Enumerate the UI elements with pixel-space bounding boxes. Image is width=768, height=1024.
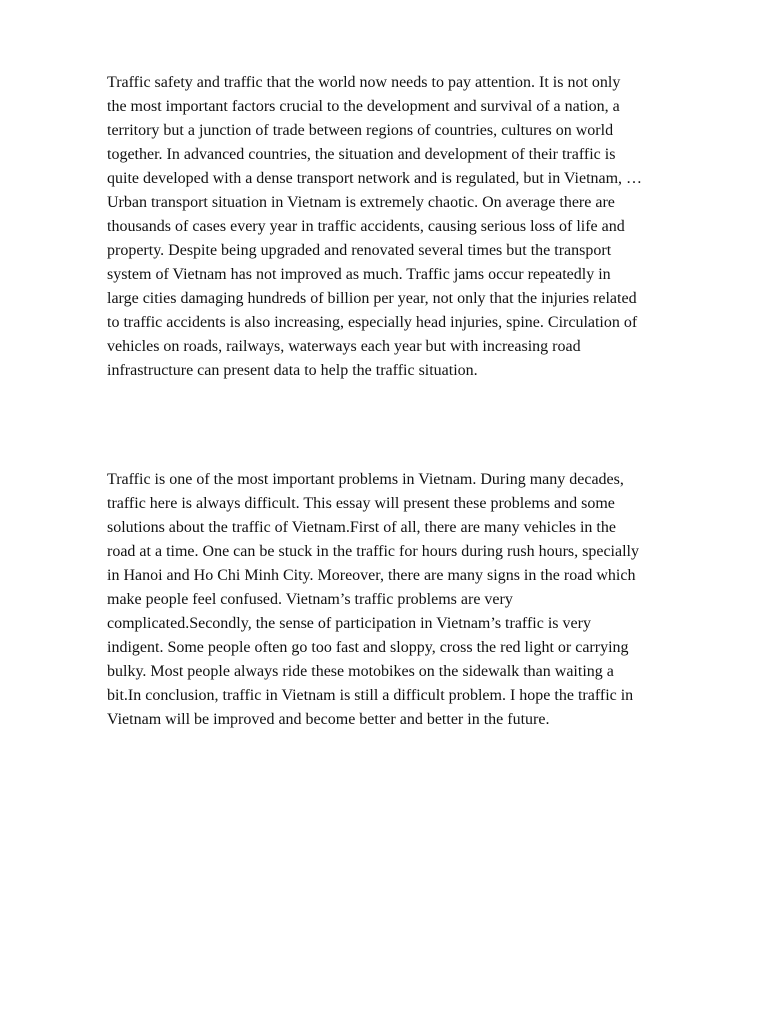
text-line: bit.In conclusion, traffic in Vietnam is still a difficult problem. I hope the traffic in [107,687,634,704]
text-line: property. Despite being upgraded and renovated several times but the transport [107,242,612,259]
text-line: Vietnam will be improved and become better and better in the future. [107,711,550,728]
paragraph-traffic-safety [107,71,699,383]
text-line: traffic here is always difficult. This essay will present these problems and some [107,495,615,512]
text-line: solutions about the traffic of Vietnam.First of all, there are many vehicles in the [107,519,616,536]
text-line: vehicles on roads, railways, waterways each year but with increasing road [107,338,581,355]
text-line: in Hanoi and Ho Chi Minh City. Moreover, there are many signs in the road which [107,567,636,584]
text-line: make people feel confused. Vietnam’s traffic problems are very [107,591,513,608]
text-line: complicated.Secondly, the sense of participation in Vietnam’s traffic is very [107,615,591,632]
text-line: to traffic accidents is also increasing, especially head injuries, spine. Circulation of [107,314,638,331]
text-line: thousands of cases every year in traffic accidents, causing serious loss of life and [107,218,625,235]
text-line: road at a time. One can be stuck in the traffic for hours during rush hours, specially [107,543,639,560]
text-line: together. In advanced countries, the situation and development of their traffic is [107,146,616,163]
text-line: infrastructure can present data to help the traffic situation. [107,362,478,379]
text-line: the most important factors crucial to the development and survival of a nation, a [107,98,620,115]
paragraph-traffic-problems [107,468,699,732]
text-line: quite developed with a dense transport network and is regulated, but in Vietnam, … [107,170,643,187]
text-line: Traffic safety and traffic that the world now needs to pay attention. It is not only [107,74,621,91]
text-line: Traffic is one of the most important problems in Vietnam. During many decades, [107,471,624,488]
text-line: bulky. Most people always ride these motobikes on the sidewalk than waiting a [107,663,614,680]
text-line: indigent. Some people often go too fast and sloppy, cross the red light or carrying [107,639,629,656]
text-line: territory but a junction of trade between regions of countries, cultures on world [107,122,614,139]
text-line: Urban transport situation in Vietnam is extremely chaotic. On average there are [107,194,615,211]
text-line: large cities damaging hundreds of billion per year, not only that the injuries related [107,290,637,307]
text-line: system of Vietnam has not improved as much. Traffic jams occur repeatedly in [107,266,611,283]
